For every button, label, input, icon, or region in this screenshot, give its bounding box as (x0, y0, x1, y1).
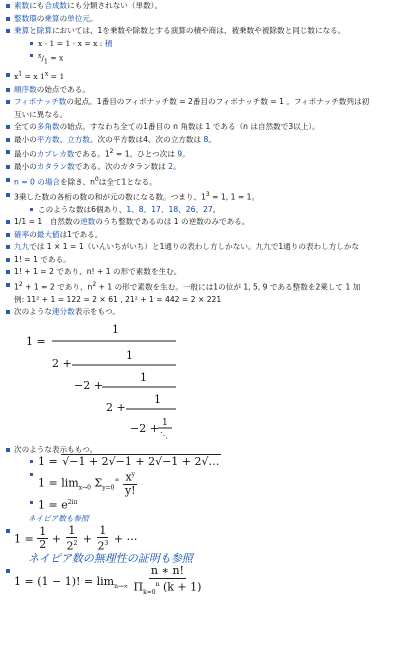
link-9[interactable]: 9 (177, 149, 183, 159)
list-item: 確率の最大値は1である。 (4, 229, 400, 242)
list-item: 最小の平方数、立方数。次の平方数は4、次の立方数は 8。 (4, 134, 400, 147)
link-square[interactable]: 平方数 (36, 134, 60, 144)
link-multiplication[interactable]: 乗算 (44, 13, 60, 23)
svg-text:−2 +: −2 + (74, 378, 103, 392)
continued-fraction-svg (26, 321, 226, 439)
svg-text:1: 1 (112, 322, 119, 336)
svg-text:−2 +: −2 + (130, 421, 159, 435)
link-dudeney[interactable]: 1、8、17、18、26、27 (126, 204, 213, 214)
list-item: 1! = 1 である。 (4, 254, 400, 267)
formula-factorial-limit: 1 = (1 − 1)! = $\lim_{n\to\infty}$ $\frac{n ∗ n!}{\Pi_{k=0}^n (k + 1)}$ (4, 565, 400, 599)
formula-exp: $1 = e^{2i\pi}$ (28, 497, 400, 512)
link-8[interactable]: 8 (203, 134, 209, 144)
link-kuku[interactable]: 九九 (14, 242, 30, 252)
formula-geometric-series: 1 = $\frac{1}{2}$ + $\frac{1}{2^2}$ + $\frac{1}{2^3}$ + ⋯ ネイピア数の無理性の証明も参照 (4, 525, 400, 566)
svg-text:1 =: 1 = (26, 334, 46, 348)
property-list (0, 0, 400, 319)
link-product[interactable]: 積 (104, 38, 113, 48)
property-list-2 (0, 444, 400, 599)
formula-nested-sqrt: 1 = √−1 + 2√−1 + 2√−1 + 2√… (28, 456, 400, 469)
svg-text:⋱: ⋱ (160, 430, 168, 439)
link-2[interactable]: 2 (168, 162, 174, 172)
list-item: $^x/_1 = x$ (28, 50, 400, 69)
list-item: 3乗した数の各桁の数の和が元の数になる数。つまり、$1^3 = 1$, 1 = 1。 このような数は6個あり、1、8、17、18、26、27。 (4, 189, 400, 217)
svg-text:2 +: 2 + (106, 400, 126, 414)
list-item: 1! + 1 = 2 であり、n! + 1 の形で素数を生む。 (4, 266, 400, 279)
link-catalan[interactable]: カタラン数 (36, 162, 75, 172)
link-division[interactable]: 除算 (36, 26, 52, 35)
list-item: 全ての多角数の始点。すなわち全ての1番目の n 角数は 1 である（n は自然数で3以上）。 (4, 121, 400, 134)
link-ordinal[interactable]: 順序数 (14, 84, 37, 94)
link-n-zero[interactable]: n = 0 の場合 (14, 177, 61, 187)
note-napier-irrational[interactable]: ネイピア数の無理性の証明も参照 (28, 552, 193, 566)
list-item: 次のような連分数表示をもつ。 (4, 306, 400, 319)
list-item: 次のような表示ももつ。 1 = √−1 + 2√−1 + 2√−1 + 2√… $1 = \lim_{x\to 0} \Sigma_{y=0}^\infty$ $\frac{x^y}{y!}$ $1 = e^{2i\pi}$ ネイピア数も参照 (4, 444, 400, 525)
list-item: 順序数の始点である。 (4, 84, 400, 97)
link-probability[interactable]: 確率 (14, 229, 30, 239)
link-kaprekar[interactable]: カプレカ数 (36, 149, 75, 159)
list-item: 素数にも合成数にも分類されない（単数）。 (4, 0, 400, 13)
list-item: 乗算と除算においては、1を乗数や除数とする演算の積や商は、被乗数や被除数と同じ数になる。 x · 1 = 1 · x = x : 積 $^x/_1 = x$ (4, 25, 400, 69)
list-item: このような数は6個あり、1、8、17、18、26、27。 (28, 204, 400, 217)
link-polygonal[interactable]: 多角数 (36, 122, 60, 132)
list-item: $1^2 + 1 = 2$ であり、$n^2 + 1$ の形で素数を生む。一般には1の位が 1, 5, 9 である整数を2乗して 1 加 例: 11² + 1 = 122 = 2 × 61 , 21² + 1 = 442 = 2 × 221 (4, 279, 400, 307)
list-item: 整数環の乗算の単位元。 (4, 13, 400, 26)
link-maximum[interactable]: 最大値 (36, 229, 60, 239)
svg-text:1: 1 (140, 370, 147, 384)
list-item: 1/1 = 1 自然数の逆数のうち整数であるのは 1 の逆数のみである。 (4, 216, 400, 229)
link-reciprocal[interactable]: 逆数 (80, 217, 96, 227)
svg-text:1: 1 (154, 392, 161, 406)
list-item: x · 1 = 1 · x = x : 積 (28, 38, 400, 51)
list-item: n = 0 の場合を除き、$n^0$は全て1となる。 (4, 174, 400, 189)
continued-fraction (26, 321, 400, 442)
list-item: 最小のカタラン数である。次のカタラン数は 2。 (4, 161, 400, 174)
svg-text:1: 1 (126, 348, 133, 362)
formula-limit-sum: $1 = \lim_{x\to 0} \Sigma_{y=0}^\infty$ $\frac{x^y}{y!}$ (28, 469, 400, 498)
svg-text:2 +: 2 + (52, 356, 72, 370)
list-item: $x^1 = x$ $1^x = 1$ (4, 69, 400, 84)
link-integer-ring[interactable]: 整数環 (14, 13, 37, 23)
link-identity[interactable]: 単位元 (67, 13, 90, 23)
svg-text:1: 1 (162, 417, 168, 428)
list-item: フィボナッチ数の起点。1番目のフィボナッチ数 = 2番目のフィボナッチ数 = 1 。フィボナッチ数列は初 互いに異なる。 (4, 96, 400, 121)
list-item: 最小のカプレカ数である。$1^2 = 1$、ひとつ次は 9。 (4, 146, 400, 161)
link-fibonacci[interactable]: フィボナッチ数 (14, 97, 67, 107)
link-continued-fraction[interactable]: 連分数 (51, 307, 75, 317)
list-item: 九九では 1 × 1 = 1（いんいちがいち）と1通りの表わし方しかない。九九で1通りの表わし方しかな (4, 241, 400, 254)
link-multiplication-2[interactable]: 乗算 (14, 26, 30, 35)
link-prime[interactable]: 素数 (14, 1, 30, 10)
link-composite[interactable]: 合成数 (44, 1, 68, 10)
note-napier[interactable]: ネイピア数も参照 (28, 513, 89, 523)
link-cube[interactable]: 立方数 (67, 134, 90, 144)
